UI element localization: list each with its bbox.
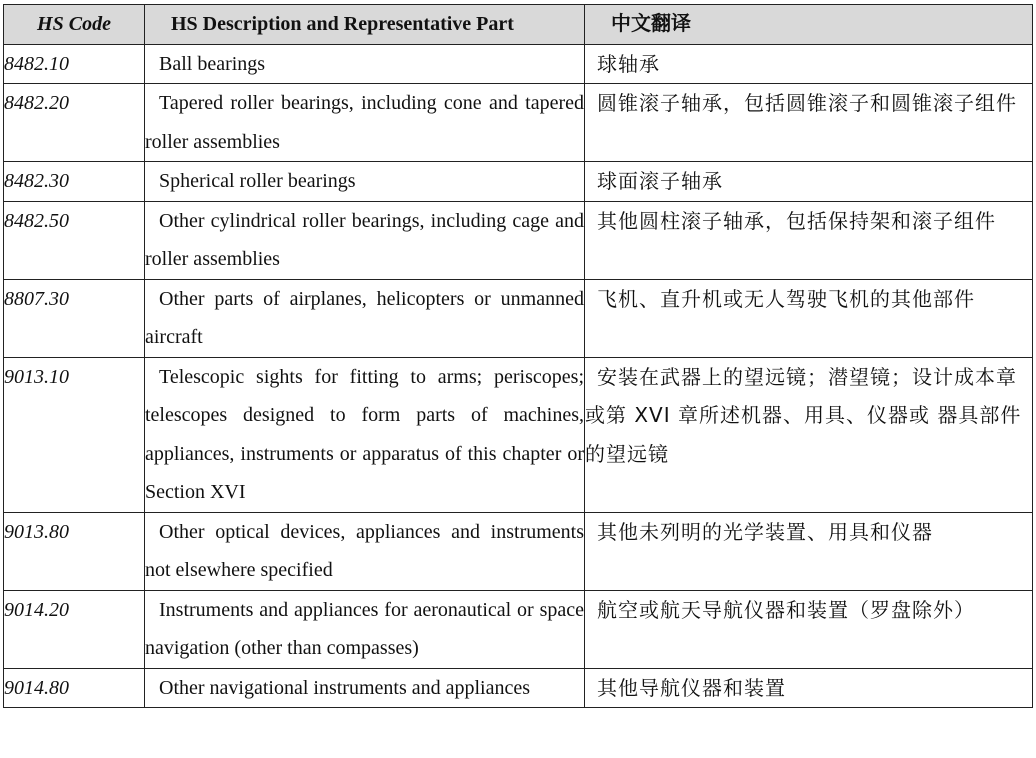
cell-description bbox=[145, 162, 585, 202]
chinese-text: 球面滚子轴承 bbox=[597, 169, 723, 193]
table-body bbox=[4, 44, 1033, 708]
table-row bbox=[4, 279, 1033, 357]
header-chinese-translation: 中文翻译 bbox=[585, 5, 1033, 45]
cell-description bbox=[145, 84, 585, 162]
chinese-text: 球轴承 bbox=[597, 51, 660, 76]
cell-chinese bbox=[585, 84, 1033, 162]
chinese-text: 航空或航天导航仪器和装置（罗盘除外） bbox=[597, 597, 975, 622]
table-row bbox=[4, 590, 1033, 668]
cell-chinese bbox=[585, 162, 1033, 202]
cell-hs-code: 8482.10 bbox=[4, 44, 145, 84]
cell-description bbox=[145, 279, 585, 357]
cell-hs-code: 8482.50 bbox=[4, 201, 145, 279]
chinese-text: 圆锥滚子轴承，包括圆锥滚子和圆锥滚子组件 bbox=[597, 91, 1017, 115]
chinese-text: 其他未列明的光学装置、用具和仪器 bbox=[597, 519, 933, 544]
chinese-text: 飞机、直升机或无人驾驶飞机的其他部件 bbox=[597, 286, 975, 311]
cell-chinese bbox=[585, 512, 1033, 590]
table-row bbox=[4, 357, 1033, 512]
description-text: Other optical devices, appliances and instruments not elsewhere specified bbox=[145, 520, 584, 581]
cell-hs-code: 9014.20 bbox=[4, 590, 145, 668]
cell-chinese bbox=[585, 590, 1033, 668]
description-text: Ball bearings bbox=[159, 52, 266, 75]
cell-description bbox=[145, 201, 585, 279]
hs-code-table bbox=[3, 4, 1033, 708]
table-row bbox=[4, 512, 1033, 590]
table-row bbox=[4, 84, 1033, 162]
cell-chinese bbox=[585, 668, 1033, 708]
header-hs-code: HS Code bbox=[4, 5, 145, 45]
cell-description bbox=[145, 668, 585, 708]
cell-chinese bbox=[585, 279, 1033, 357]
cell-hs-code: 8807.30 bbox=[4, 279, 145, 357]
cell-chinese bbox=[585, 357, 1033, 512]
table-row bbox=[4, 201, 1033, 279]
description-text: Tapered roller bearings, including cone and tapered roller assemblies bbox=[145, 92, 584, 153]
chinese-text: 其他导航仪器和装置 bbox=[597, 675, 786, 700]
cell-chinese bbox=[585, 44, 1033, 84]
description-text: Other cylindrical roller bearings, including cage and roller assemblies bbox=[145, 209, 584, 270]
cell-description bbox=[145, 44, 585, 84]
table-row bbox=[4, 162, 1033, 202]
cell-chinese bbox=[585, 201, 1033, 279]
description-text: Spherical roller bearings bbox=[159, 170, 356, 192]
cell-hs-code: 9013.10 bbox=[4, 357, 145, 512]
description-text: Telescopic sights for fitting to arms; periscopes; telescopes designed to form parts of machines, appliances, instruments or apparatus of this chapter or Section XVI bbox=[145, 365, 584, 503]
cell-description bbox=[145, 512, 585, 590]
header-hs-description: HS Description and Representative Part bbox=[145, 5, 585, 45]
cell-hs-code: 8482.30 bbox=[4, 162, 145, 202]
table-row bbox=[4, 668, 1033, 708]
description-text: Instruments and appliances for aeronautical or space navigation (other than compasses) bbox=[145, 598, 584, 659]
description-text: Other navigational instruments and appliances bbox=[159, 676, 531, 699]
cell-hs-code: 9014.80 bbox=[4, 668, 145, 708]
cell-description bbox=[145, 357, 585, 512]
table-header-row bbox=[4, 5, 1033, 45]
chinese-text: 安装在武器上的望远镜；潜望镜；设计成本章或第 XVI 章所述机器、用具、仪器或 器具部件的望远镜 bbox=[585, 364, 1022, 466]
cell-hs-code: 8482.20 bbox=[4, 84, 145, 162]
cell-description bbox=[145, 590, 585, 668]
description-text: Other parts of airplanes, helicopters or unmanned aircraft bbox=[145, 287, 584, 348]
table-row bbox=[4, 44, 1033, 84]
chinese-text: 其他圆柱滚子轴承，包括保持架和滚子组件 bbox=[597, 208, 996, 233]
cell-hs-code: 9013.80 bbox=[4, 512, 145, 590]
